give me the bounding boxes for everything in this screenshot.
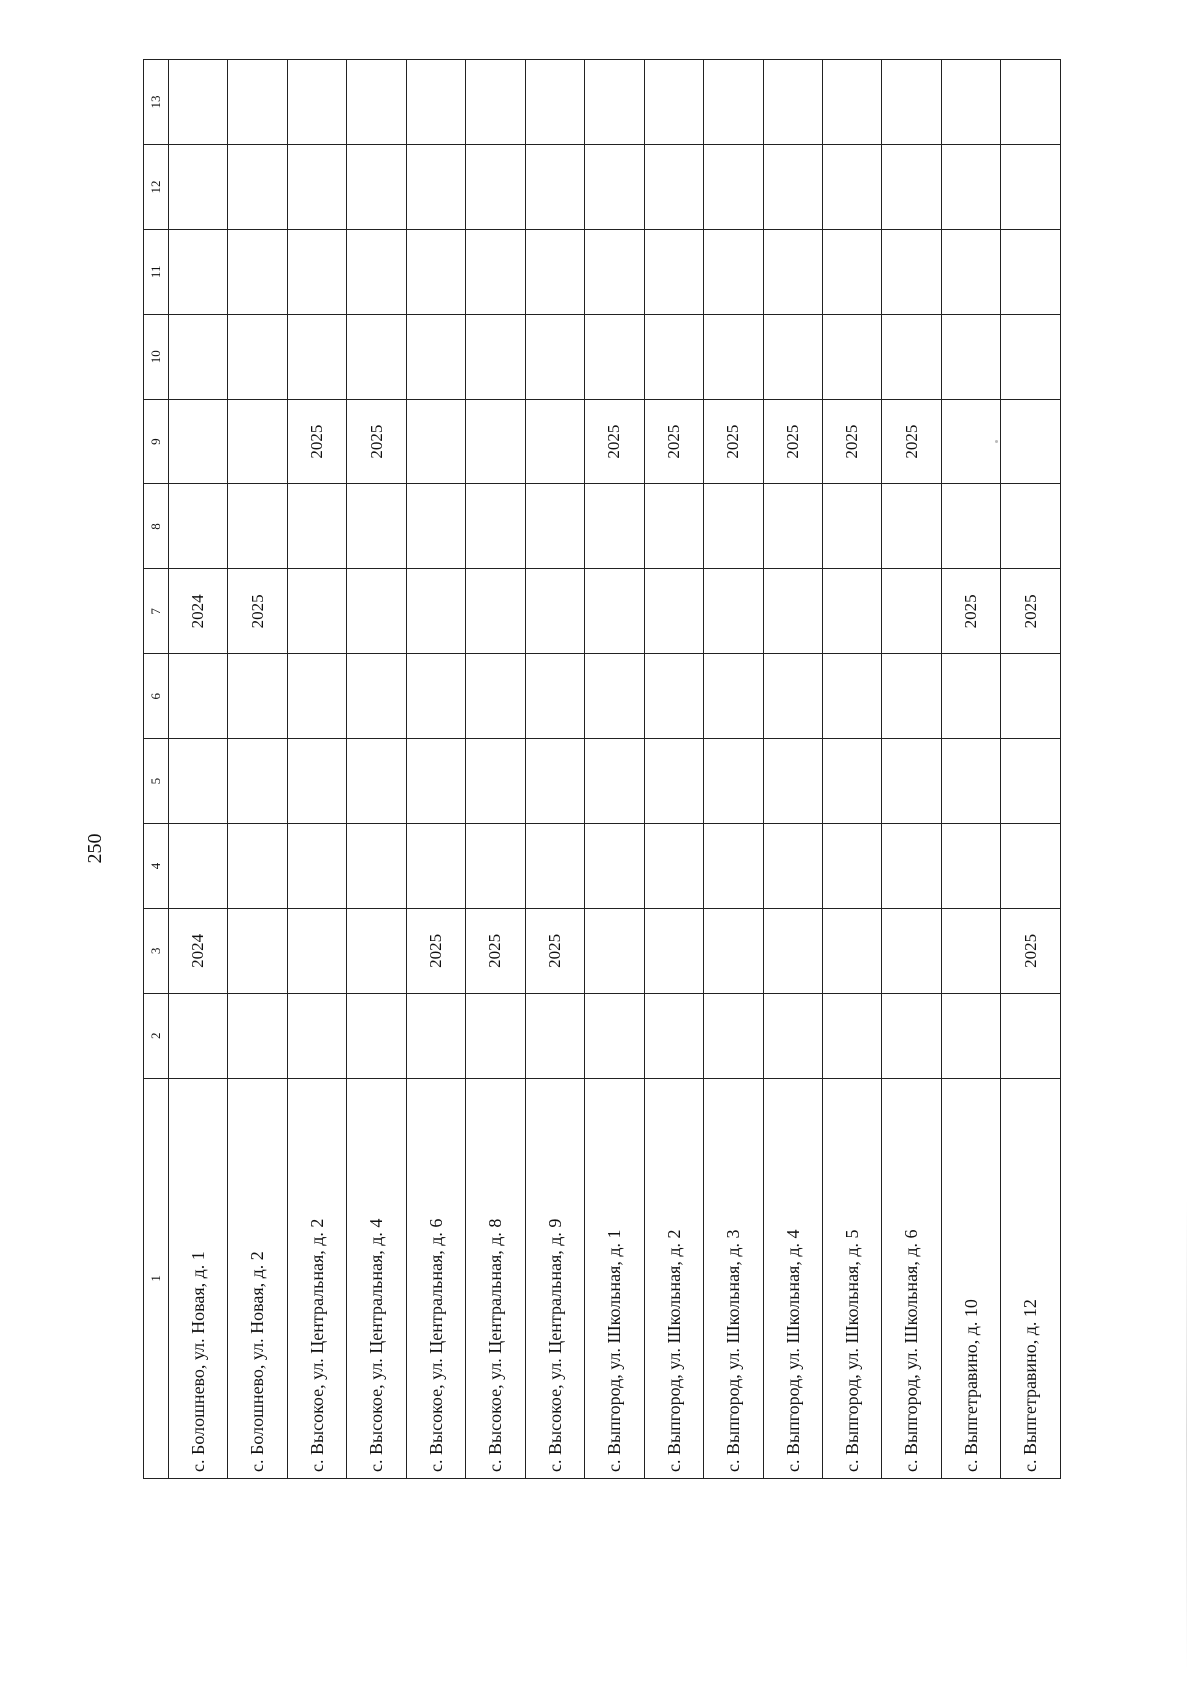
column-header-6: 6 [144, 654, 169, 739]
year-cell-col-12 [406, 145, 465, 230]
year-cell-col-12 [822, 145, 881, 230]
year-cell-col-3 [347, 908, 406, 993]
year-cell-col-4 [585, 824, 644, 909]
year-cell-col-9: 2025 [882, 399, 941, 484]
table-row [525, 60, 584, 1479]
year-cell-col-9 [1001, 399, 1061, 484]
year-cell-col-2 [822, 993, 881, 1078]
year-cell-col-4 [1001, 824, 1061, 909]
year-cell-col-5 [169, 739, 228, 824]
year-cell-col-3 [941, 908, 1000, 993]
year-cell-col-5 [287, 739, 346, 824]
year-cell-col-13 [704, 60, 763, 145]
year-cell-col-8 [1001, 484, 1061, 569]
table-row [704, 60, 763, 1479]
year-cell-col-6 [822, 654, 881, 739]
year-cell-col-12 [763, 145, 822, 230]
year-cell-col-3: 2025 [406, 908, 465, 993]
year-cell-col-12 [347, 145, 406, 230]
table-row [228, 60, 287, 1479]
year-cell-col-3: 2025 [466, 908, 525, 993]
address-cell: с. Выпгород, ул. Школьная, д. 4 [763, 1078, 822, 1478]
year-cell-col-7 [882, 569, 941, 654]
column-header-4: 4 [144, 824, 169, 909]
year-cell-col-13 [287, 60, 346, 145]
year-cell-col-8 [466, 484, 525, 569]
year-cell-col-10 [347, 314, 406, 399]
year-cell-col-5 [882, 739, 941, 824]
year-cell-col-8 [644, 484, 703, 569]
year-cell-col-9: 2025 [287, 399, 346, 484]
year-cell-col-10 [644, 314, 703, 399]
year-cell-col-11 [228, 229, 287, 314]
column-header-2: 2 [144, 993, 169, 1078]
year-cell-col-9 [466, 399, 525, 484]
column-header-7: 7 [144, 569, 169, 654]
year-cell-col-3: 2025 [1001, 908, 1061, 993]
year-cell-col-12 [704, 145, 763, 230]
year-cell-col-13 [941, 60, 1000, 145]
table-row [406, 60, 465, 1479]
year-cell-col-3 [228, 908, 287, 993]
year-cell-col-8 [585, 484, 644, 569]
year-cell-col-10 [228, 314, 287, 399]
year-cell-col-2 [287, 993, 346, 1078]
year-cell-col-4 [406, 824, 465, 909]
year-cell-col-11 [941, 229, 1000, 314]
table-row [644, 60, 703, 1479]
year-cell-col-2 [1001, 993, 1061, 1078]
column-header-12: 12 [144, 145, 169, 230]
year-cell-col-7 [406, 569, 465, 654]
year-cell-col-2 [704, 993, 763, 1078]
address-cell: с. Выпгород, ул. Школьная, д. 5 [822, 1078, 881, 1478]
year-cell-col-7: 2025 [1001, 569, 1061, 654]
year-cell-col-9: 2025 [704, 399, 763, 484]
year-cell-col-6 [287, 654, 346, 739]
year-cell-col-12 [644, 145, 703, 230]
address-cell: с. Высокое, ул. Центральная, д. 2 [287, 1078, 346, 1478]
column-header-8: 8 [144, 484, 169, 569]
year-cell-col-11 [704, 229, 763, 314]
year-cell-col-2 [228, 993, 287, 1078]
year-cell-col-12 [287, 145, 346, 230]
table-row [822, 60, 881, 1479]
year-cell-col-5 [585, 739, 644, 824]
column-header-1: 1 [144, 1078, 169, 1478]
year-cell-col-10 [882, 314, 941, 399]
year-cell-col-4 [525, 824, 584, 909]
year-cell-col-13 [169, 60, 228, 145]
year-cell-col-4 [882, 824, 941, 909]
table-row [169, 60, 228, 1479]
year-cell-col-9 [406, 399, 465, 484]
address-cell: с. Высокое, ул. Центральная, д. 8 [466, 1078, 525, 1478]
address-cell: с. Высокое, ул. Центральная, д. 6 [406, 1078, 465, 1478]
year-cell-col-6 [228, 654, 287, 739]
year-cell-col-13 [406, 60, 465, 145]
year-cell-col-3 [822, 908, 881, 993]
address-cell: с. Выпгетравино, д. 10 [941, 1078, 1000, 1478]
year-cell-col-3 [287, 908, 346, 993]
year-cell-col-11 [406, 229, 465, 314]
year-cell-col-10 [406, 314, 465, 399]
address-cell: с. Болошнево, ул. Новая, д. 2 [228, 1078, 287, 1478]
year-cell-col-8 [525, 484, 584, 569]
year-cell-col-8 [347, 484, 406, 569]
scan-speck [995, 440, 998, 443]
year-cell-col-6 [704, 654, 763, 739]
year-cell-col-4 [347, 824, 406, 909]
year-cell-col-8 [228, 484, 287, 569]
year-cell-col-11 [169, 229, 228, 314]
year-cell-col-13 [228, 60, 287, 145]
year-cell-col-3 [882, 908, 941, 993]
year-cell-col-11 [763, 229, 822, 314]
year-cell-col-13 [347, 60, 406, 145]
address-cell: с. Выпгород, ул. Школьная, д. 6 [882, 1078, 941, 1478]
year-cell-col-11 [525, 229, 584, 314]
year-cell-col-2 [406, 993, 465, 1078]
year-cell-col-3 [704, 908, 763, 993]
column-header-11: 11 [144, 229, 169, 314]
year-cell-col-11 [287, 229, 346, 314]
year-cell-col-5 [704, 739, 763, 824]
year-cell-col-11 [466, 229, 525, 314]
year-cell-col-5 [644, 739, 703, 824]
year-cell-col-10 [822, 314, 881, 399]
year-cell-col-13 [1001, 60, 1061, 145]
year-cell-col-2 [585, 993, 644, 1078]
year-cell-col-9: 2025 [763, 399, 822, 484]
year-cell-col-13 [882, 60, 941, 145]
year-cell-col-13 [822, 60, 881, 145]
year-cell-col-2 [169, 993, 228, 1078]
year-cell-col-11 [644, 229, 703, 314]
year-cell-col-2 [941, 993, 1000, 1078]
year-cell-col-6 [466, 654, 525, 739]
year-cell-col-8 [822, 484, 881, 569]
year-cell-col-12 [941, 145, 1000, 230]
year-cell-col-3: 2025 [525, 908, 584, 993]
year-cell-col-8 [704, 484, 763, 569]
year-cell-col-7 [644, 569, 703, 654]
column-header-5: 5 [144, 739, 169, 824]
year-cell-col-2 [763, 993, 822, 1078]
column-header-10: 10 [144, 314, 169, 399]
year-cell-col-6 [525, 654, 584, 739]
year-cell-col-8 [287, 484, 346, 569]
year-cell-col-7 [525, 569, 584, 654]
year-cell-col-13 [644, 60, 703, 145]
year-cell-col-11 [347, 229, 406, 314]
year-cell-col-4 [644, 824, 703, 909]
year-cell-col-2 [466, 993, 525, 1078]
page-number: 250 [84, 833, 106, 864]
year-cell-col-4 [228, 824, 287, 909]
year-cell-col-12 [525, 145, 584, 230]
year-cell-col-2 [882, 993, 941, 1078]
year-cell-col-12 [585, 145, 644, 230]
year-cell-col-9: 2025 [822, 399, 881, 484]
year-cell-col-6 [347, 654, 406, 739]
table-row [882, 60, 941, 1479]
year-cell-col-10 [941, 314, 1000, 399]
year-cell-col-10 [169, 314, 228, 399]
year-cell-col-12 [882, 145, 941, 230]
year-cell-col-6 [169, 654, 228, 739]
year-cell-col-9 [525, 399, 584, 484]
year-cell-col-6 [1001, 654, 1061, 739]
year-cell-col-8 [406, 484, 465, 569]
year-cell-col-3 [763, 908, 822, 993]
year-cell-col-4 [822, 824, 881, 909]
year-cell-col-12 [228, 145, 287, 230]
year-cell-col-10 [466, 314, 525, 399]
table-row [287, 60, 346, 1479]
year-cell-col-11 [1001, 229, 1061, 314]
address-cell: с. Высокое, ул. Центральная, д. 4 [347, 1078, 406, 1478]
year-cell-col-13 [525, 60, 584, 145]
year-cell-col-4 [287, 824, 346, 909]
address-cell: с. Болошнево, ул. Новая, д. 1 [169, 1078, 228, 1478]
year-cell-col-4 [941, 824, 1000, 909]
column-header-13: 13 [144, 60, 169, 145]
year-cell-col-3 [585, 908, 644, 993]
year-cell-col-5 [406, 739, 465, 824]
year-cell-col-9 [169, 399, 228, 484]
year-cell-col-11 [822, 229, 881, 314]
year-cell-col-10 [585, 314, 644, 399]
year-cell-col-4 [169, 824, 228, 909]
year-cell-col-7 [287, 569, 346, 654]
table-row [347, 60, 406, 1479]
year-cell-col-11 [585, 229, 644, 314]
table-header [144, 60, 169, 1479]
year-cell-col-5 [525, 739, 584, 824]
year-cell-col-5 [228, 739, 287, 824]
year-cell-col-7 [466, 569, 525, 654]
table-row [1001, 60, 1061, 1479]
year-cell-col-7: 2025 [941, 569, 1000, 654]
year-cell-col-5 [822, 739, 881, 824]
year-cell-col-8 [941, 484, 1000, 569]
year-cell-col-8 [882, 484, 941, 569]
address-cell: с. Выпгетравино, д. 12 [1001, 1078, 1061, 1478]
year-cell-col-7 [822, 569, 881, 654]
address-cell: с. Выпгород, ул. Школьная, д. 1 [585, 1078, 644, 1478]
year-cell-col-4 [466, 824, 525, 909]
year-cell-col-9 [228, 399, 287, 484]
year-cell-col-5 [763, 739, 822, 824]
year-cell-col-7: 2025 [228, 569, 287, 654]
year-cell-col-6 [941, 654, 1000, 739]
year-cell-col-10 [704, 314, 763, 399]
year-cell-col-9: 2025 [347, 399, 406, 484]
year-cell-col-8 [763, 484, 822, 569]
year-cell-col-9 [941, 399, 1000, 484]
year-cell-col-7 [347, 569, 406, 654]
repair-schedule-table [143, 59, 1061, 1479]
year-cell-col-6 [406, 654, 465, 739]
header-row [144, 60, 169, 1479]
year-cell-col-5 [347, 739, 406, 824]
table-row [763, 60, 822, 1479]
address-cell: с. Высокое, ул. Центральная, д. 9 [525, 1078, 584, 1478]
year-cell-col-10 [1001, 314, 1061, 399]
column-header-9: 9 [144, 399, 169, 484]
year-cell-col-5 [466, 739, 525, 824]
year-cell-col-7 [763, 569, 822, 654]
year-cell-col-5 [1001, 739, 1061, 824]
year-cell-col-8 [169, 484, 228, 569]
year-cell-col-11 [882, 229, 941, 314]
year-cell-col-9: 2025 [644, 399, 703, 484]
year-cell-col-2 [347, 993, 406, 1078]
year-cell-col-12 [466, 145, 525, 230]
year-cell-col-3 [644, 908, 703, 993]
year-cell-col-3: 2024 [169, 908, 228, 993]
column-header-3: 3 [144, 908, 169, 993]
year-cell-col-6 [882, 654, 941, 739]
year-cell-col-10 [763, 314, 822, 399]
year-cell-col-4 [704, 824, 763, 909]
year-cell-col-10 [525, 314, 584, 399]
year-cell-col-6 [644, 654, 703, 739]
year-cell-col-13 [466, 60, 525, 145]
year-cell-col-12 [1001, 145, 1061, 230]
table-body [169, 60, 1061, 1479]
year-cell-col-9: 2025 [585, 399, 644, 484]
year-cell-col-13 [763, 60, 822, 145]
year-cell-col-4 [763, 824, 822, 909]
year-cell-col-12 [169, 145, 228, 230]
scan-edge-shadow [1186, 1200, 1187, 1670]
table-row [941, 60, 1000, 1479]
year-cell-col-6 [763, 654, 822, 739]
year-cell-col-5 [941, 739, 1000, 824]
address-cell: с. Выпгород, ул. Школьная, д. 2 [644, 1078, 703, 1478]
table-row [585, 60, 644, 1479]
year-cell-col-13 [585, 60, 644, 145]
table-row [466, 60, 525, 1479]
year-cell-col-7 [704, 569, 763, 654]
year-cell-col-7 [585, 569, 644, 654]
year-cell-col-2 [644, 993, 703, 1078]
year-cell-col-6 [585, 654, 644, 739]
address-cell: с. Выпгород, ул. Школьная, д. 3 [704, 1078, 763, 1478]
year-cell-col-10 [287, 314, 346, 399]
year-cell-col-7: 2024 [169, 569, 228, 654]
year-cell-col-2 [525, 993, 584, 1078]
